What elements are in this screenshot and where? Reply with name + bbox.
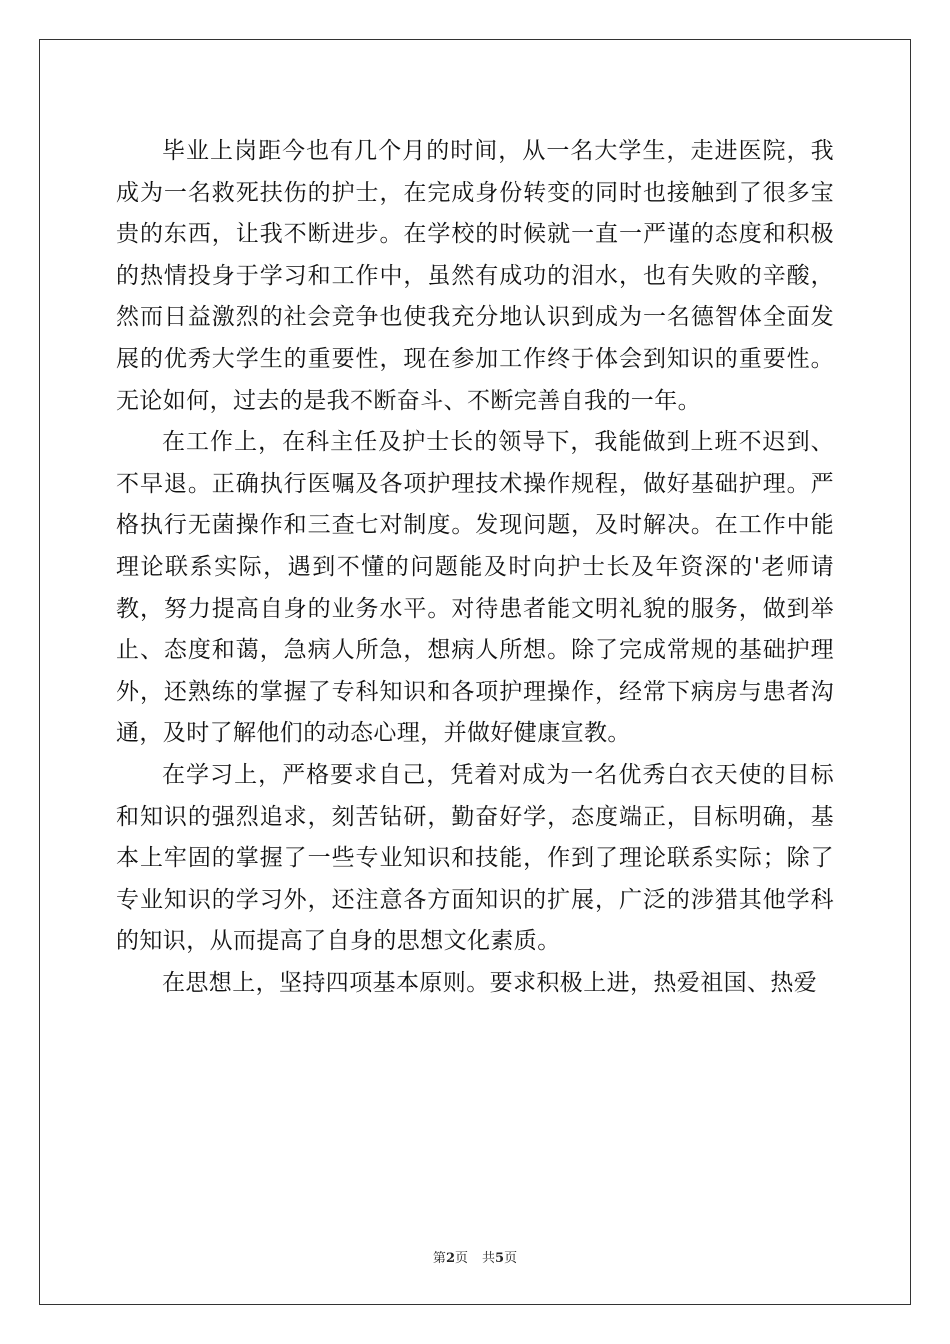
paragraph-4: 在思想上，坚持四项基本原则。要求积极上进，热爱祖国、热爱 [162, 969, 818, 996]
paragraph-3: 在学习上，严格要求自己，凭着对成为一名优秀白衣天使的目标和知识的强烈追求，刻苦钻研，勤奋好学，态度端正，目标明确，基本上牢固的掌握了一些专业知识和技能，作到了理论联系实际；除了专业知识的学习外，还注意各方面知识的扩展，广泛的涉猎其他学科的知识，从而提高了自身的思想文化素质。 [116, 761, 834, 955]
page-number-footer [0, 1247, 950, 1266]
total-suffix: 页 [504, 1251, 518, 1266]
total-page-number: 5 [495, 1251, 505, 1266]
page-suffix: 页 [454, 1251, 468, 1266]
total-prefix: 共 [482, 1251, 496, 1266]
paragraph-2: 在工作上，在科主任及护士长的领导下，我能做到上班不迟到、不早退。正确执行医嘱及各项护理技术操作规程，做好基础护理。严格执行无菌操作和三查七对制度。发现问题，及时解决。在工作中能理论联系实际，遇到不懂的问题能及时向护士长及年资深的'老师请教，努力提高自身的业务水平。对待患者能文明礼貌的服务，做到举止、态度和蔼，急病人所急，想病人所想。除了完成常规的基础护理外，还熟练的掌握了专科知识和各项护理操作，经常下病房与患者沟通，及时了解他们的动态心理，并做好健康宣教。 [116, 429, 834, 747]
document-body [116, 131, 834, 1004]
page-prefix: 第 [432, 1251, 446, 1266]
current-page-number: 2 [445, 1251, 455, 1266]
paragraph-1: 毕业上岗距今也有几个月的时间，从一名大学生，走进医院，我成为一名救死扶伤的护士，在完成身份转变的同时也接触到了很多宝贵的东西，让我不断进步。在学校的时候就一直一严谨的态度和积极的热情投身于学习和工作中，虽然有成功的泪水，也有失败的辛酸，然而日益激烈的社会竞争也使我充分地认识到成为一名德智体全面发展的优秀大学生的重要性，现在参加工作终于体会到知识的重要性。无论如何，过去的是我不断奋斗、不断完善自我的一年。 [116, 138, 834, 414]
